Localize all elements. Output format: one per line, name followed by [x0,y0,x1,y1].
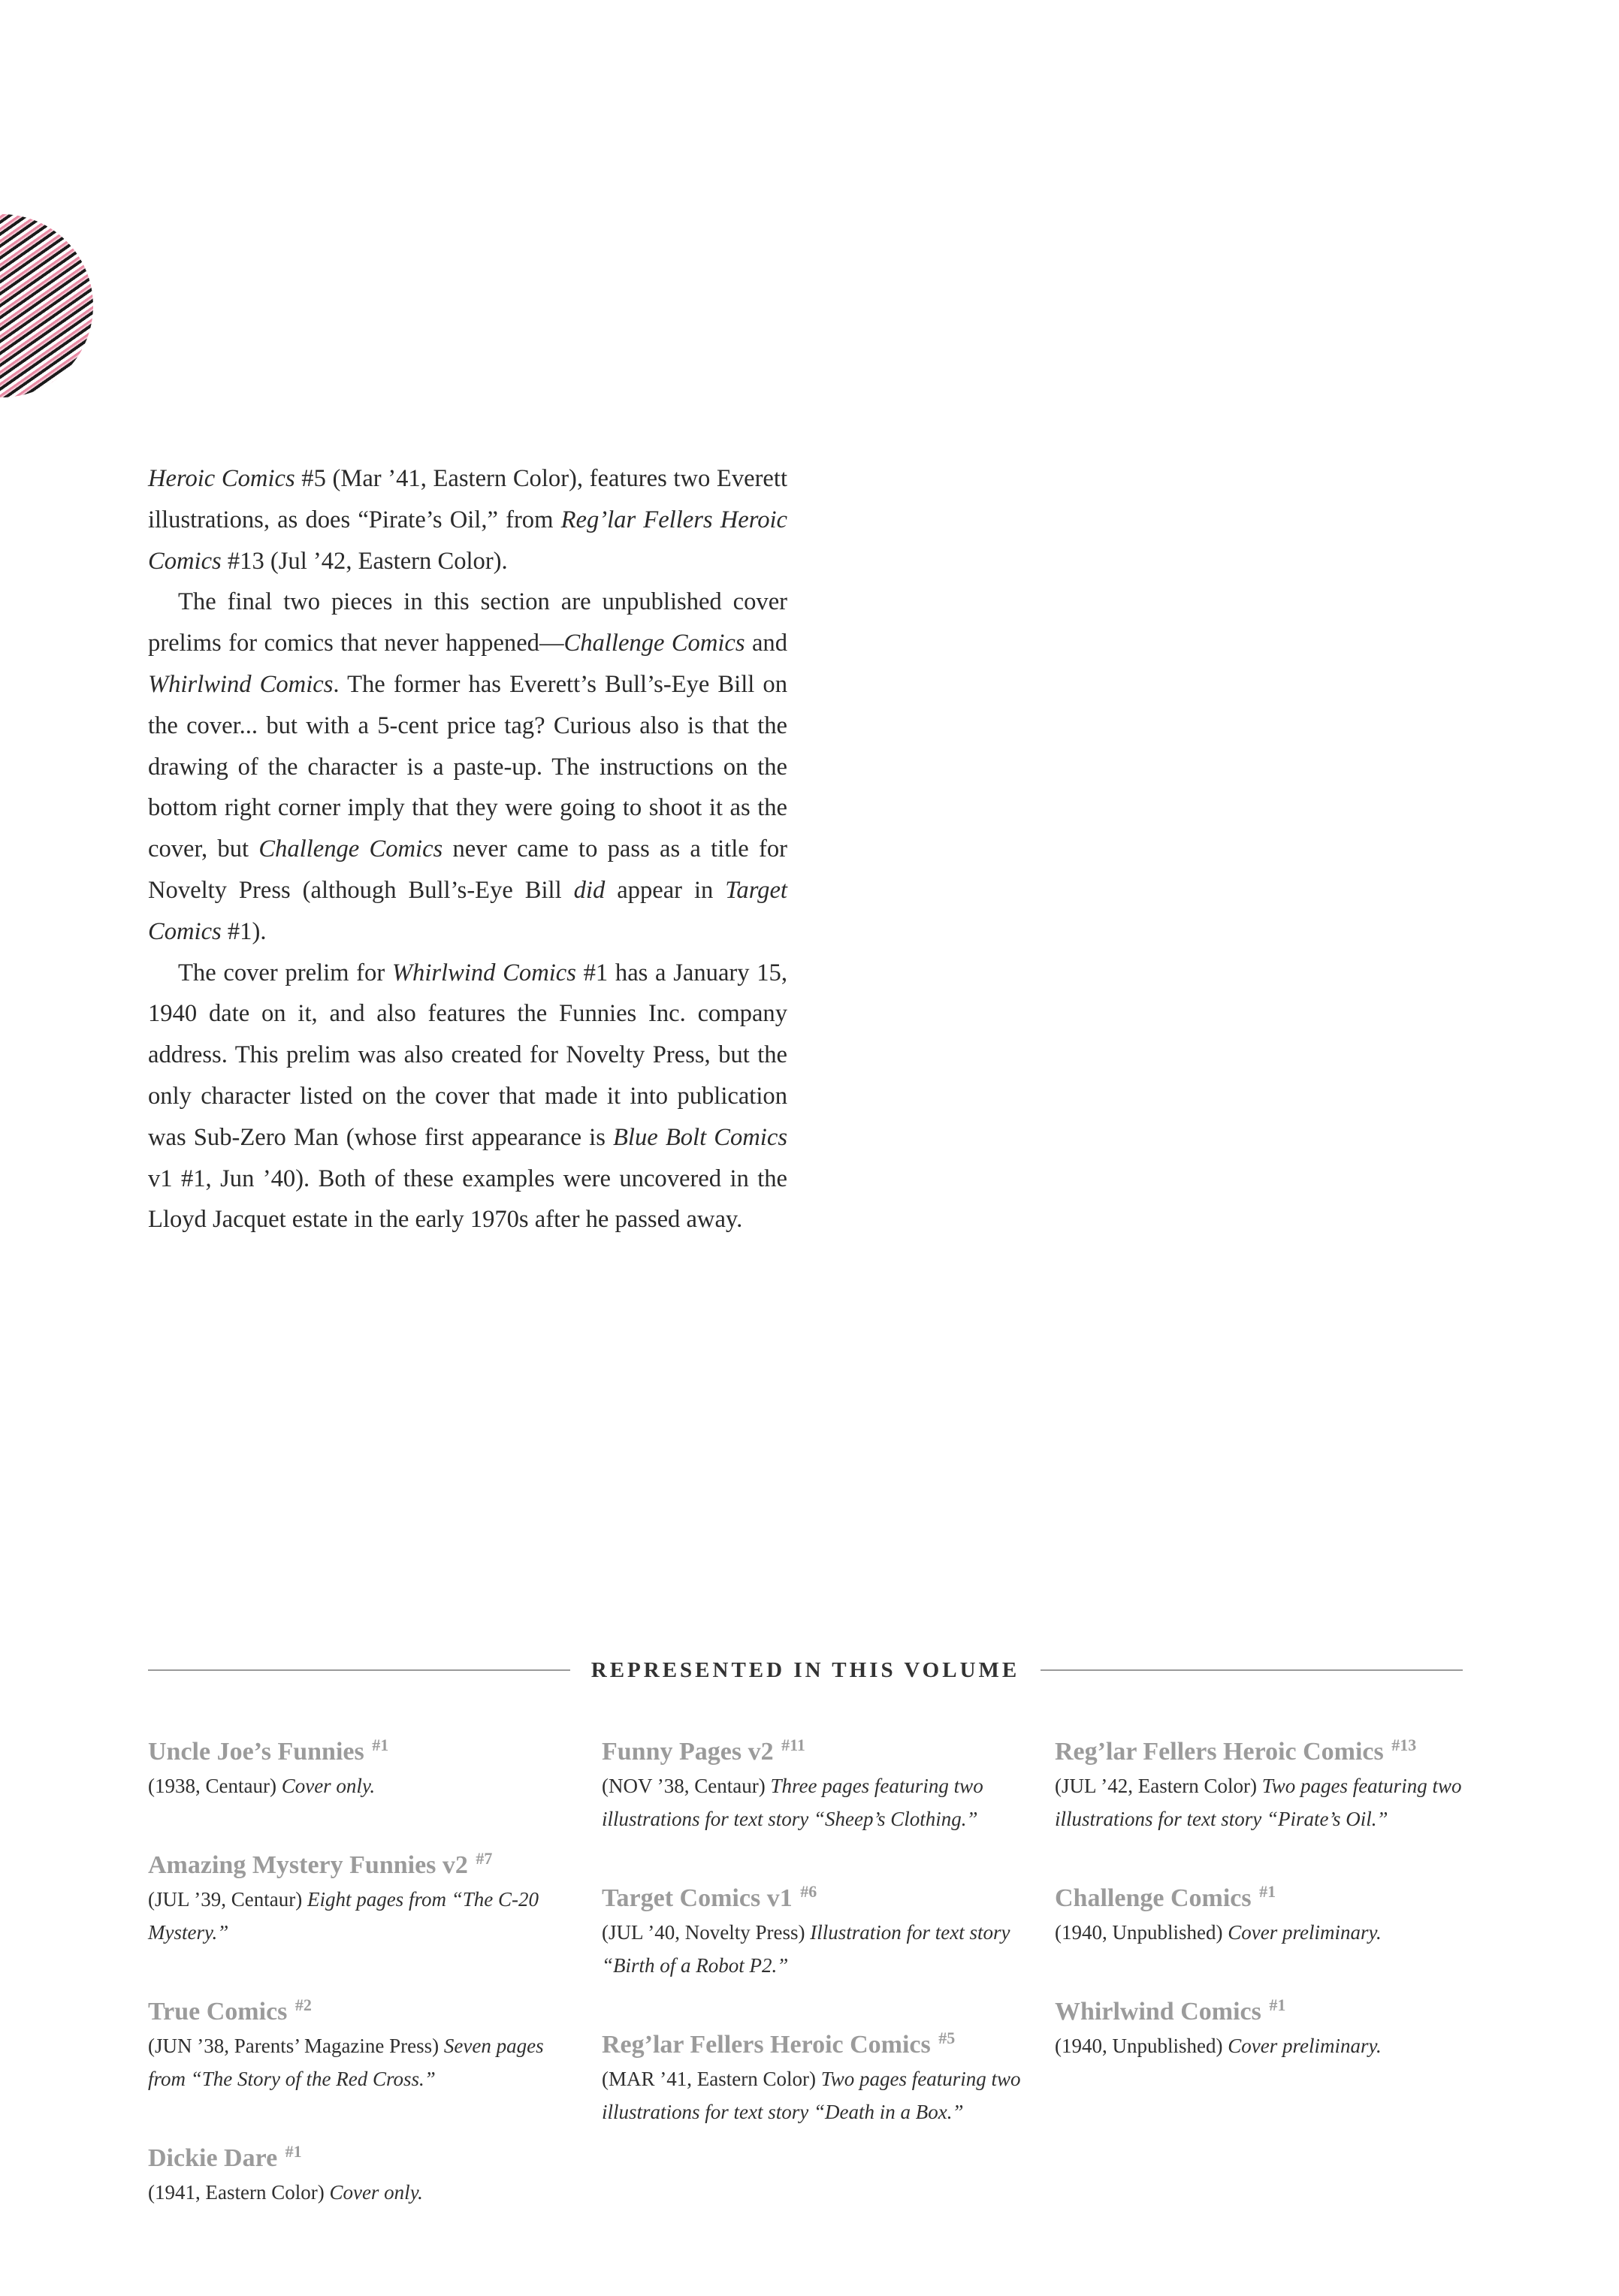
list-item [148,2134,569,2209]
header-rule-left [148,1669,570,1671]
entry-description: (NOV ’38, Centaur) Three pages featuring two illustrations for text story “Sheep’s Clothing.” [602,1775,983,1830]
list-item [1055,1728,1476,1835]
halftone-circle-decoration [0,214,93,397]
represented-column-1 [148,1728,569,2248]
entry-description: (JUN ’38, Parents’ Magazine Press) Seven pages from “The Story of the Red Cross.” [148,2035,544,2090]
entry-title: Uncle Joe’s Funnies $^{\#1}$ [148,1736,389,1766]
entry-description: (JUL ’40, Novelty Press) Illustration for text story “Birth of a Robot P2.” [602,1921,1010,1977]
entry-title: True Comics $^{\#2}$ [148,1995,312,2026]
entry-title: Target Comics v1 $^{\#6}$ [602,1882,817,1912]
list-item [602,2021,1022,2128]
entry-title: Challenge Comics $^{\#1}$ [1055,1882,1276,1912]
entry-description: (MAR ’41, Eastern Color) Two pages featuring two illustrations for text story “Death in a Box.” [602,2068,1021,2123]
entry-title: Funny Pages v2 $^{\#11}$ [602,1736,805,1766]
list-item [1055,1988,1476,2062]
represented-column-3 [1055,1728,1476,2101]
entry-description: (1941, Eastern Color) Cover only. [148,2181,423,2204]
header-rule-right [1041,1669,1463,1671]
entry-title: Reg’lar Fellers Heroic Comics $^{\#5}$ [602,2029,956,2059]
entry-description: (1938, Centaur) Cover only. [148,1775,376,1797]
list-item [148,1988,569,2095]
entry-description: (JUL ’42, Eastern Color) Two pages featuring two illustrations for text story “Pirate’s Oil.” [1055,1775,1462,1830]
paragraph-3: The cover prelim for Whirlwind Comics #1 has a January 15, 1940 date on it, and also features the Funnies Inc. company address. This prelim was also created for Novelty Press, but the only character listed on the cover that made it into publication was Sub-Zero Man (whose first appearance is Blue Bolt Comics v1 #1, Jun ’40). Both of these examples were uncovered in the Lloyd Jacquet estate in the early 1970s after he passed away. [148,959,787,1234]
body-text [148,458,787,1240]
entry-description: (JUL ’39, Centaur) Eight pages from “The C-20 Mystery.” [148,1888,539,1944]
entry-title: Dickie Dare $^{\#1}$ [148,2142,302,2172]
list-item [148,1841,569,1949]
entry-title: Amazing Mystery Funnies v2 $^{\#7}$ [148,1849,493,1879]
list-item [1055,1875,1476,1949]
represented-title: REPRESENTED IN THIS VOLUME [591,1657,1020,1682]
represented-column-2 [602,1728,1022,2168]
list-item [148,1728,569,1802]
paragraph-1: Heroic Comics #5 (Mar ’41, Eastern Color), features two Everett illustrations, as does “Pirate’s Oil,” from Reg’lar Fellers Heroic Comics #13 (Jul ’42, Eastern Color). [148,465,787,575]
entry-title: Reg’lar Fellers Heroic Comics $^{\#13}$ [1055,1736,1417,1766]
list-item [602,1728,1022,1835]
entry-description: (1940, Unpublished) Cover preliminary. [1055,2035,1382,2057]
entry-title: Whirlwind Comics $^{\#1}$ [1055,1995,1286,2026]
entry-description: (1940, Unpublished) Cover preliminary. [1055,1921,1382,1944]
paragraph-2: The final two pieces in this section are unpublished cover prelims for comics that never happened—Challenge Comics and Whirlwind Comics. The former has Everett’s Bull’s-Eye Bill on the cover... but with a 5-cent price tag? Curious also is that the drawing of the character is a paste-up. The instructions on the bottom right corner imply that they were going to shoot it as the cover, but Challenge Comics never came to pass as a title for Novelty Press (although Bull’s-Eye Bill did appear in Target Comics #1). [148,588,788,945]
represented-header [148,1651,1463,1689]
list-item [602,1875,1022,1982]
